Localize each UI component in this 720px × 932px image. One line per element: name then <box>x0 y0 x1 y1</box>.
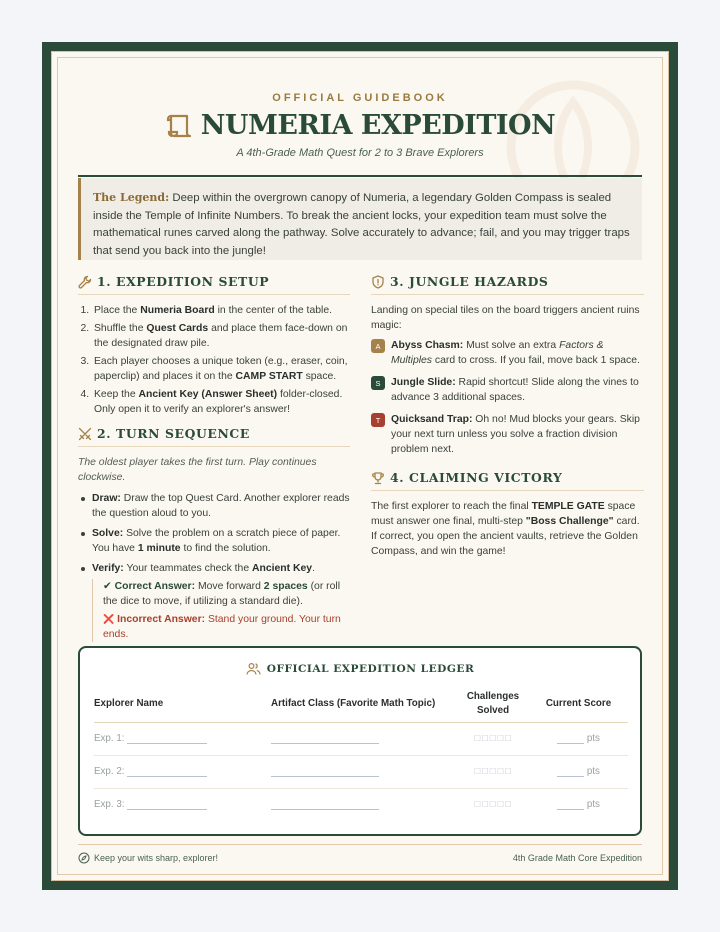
section-turn-header <box>78 426 350 447</box>
name-field[interactable] <box>127 734 207 744</box>
table-row: Exp. 2: ☐☐☐☐☐ pts <box>94 755 628 788</box>
ledger-table <box>94 686 628 821</box>
challenge-boxes[interactable]: ☐☐☐☐☐ <box>473 800 513 810</box>
trophy-icon <box>371 471 385 485</box>
hazard-badge: S <box>371 376 385 390</box>
table-row: Exp. 3: ☐☐☐☐☐ pts <box>94 799 600 811</box>
section-title: 4. CLAIMING VICTORY <box>390 470 563 485</box>
crossed-swords-icon <box>78 427 92 441</box>
setup-steps <box>92 303 350 417</box>
score-field[interactable] <box>557 767 584 777</box>
expedition-ledger <box>78 646 642 836</box>
table-header-row <box>94 686 628 722</box>
guidebook-page <box>51 51 669 881</box>
name-field[interactable] <box>127 767 207 777</box>
section-title: 2. TURN SEQUENCE <box>97 426 250 441</box>
section-setup-header <box>78 274 350 295</box>
page-title: NUMERIA EXPEDITION <box>200 110 556 141</box>
list-item: 3. Each player chooses a unique token (e.g., eraser, coin, paperclip) and places it on the CAMP START space. <box>92 354 350 384</box>
turn-intro: The oldest player takes the first turn. Play continues clockwise. <box>78 457 317 483</box>
hazard-quicksand: T Quicksand Trap: Oh no! Mud blocks your gears. Skip your next turn unless you solve a fraction division problem next. <box>371 412 644 457</box>
topic-field[interactable] <box>271 767 379 777</box>
section-victory-header <box>371 470 644 491</box>
column-header: Explorer Name <box>94 686 271 722</box>
correct-answer-rule: ✔ Correct Answer: Move forward 2 spaces (or roll the dice to move, if utilizing a standard die). <box>103 581 341 607</box>
section-hazards-header <box>371 274 644 295</box>
list-item: 4. Keep the Ancient Key (Answer Sheet) folder-closed. Only open it to verify an explorer's answer! <box>92 387 350 417</box>
section-title: 3. JUNGLE HAZARDS <box>390 274 549 289</box>
turn-steps <box>78 491 350 642</box>
victory-text: The first explorer to reach the final TEMPLE GATE space must answer one final, multi-step "Boss Challenge" card. If correct, you open the ancient vaults, retrieve the Golden Compass, and win the game! <box>371 501 640 557</box>
column-header: Challenges Solved <box>457 686 529 722</box>
footer-left: Keep your wits sharp, explorer! <box>78 852 218 864</box>
ledger-title: OFFICIAL EXPEDITION LEDGER <box>266 663 475 675</box>
list-item: 2. Shuffle the Quest Cards and place them face-down on the designated draw pile. <box>92 321 350 351</box>
legend-box <box>78 178 642 260</box>
column-header: Current Score <box>529 686 628 722</box>
legend-text: Deep within the overgrown canopy of Numeria, a legendary Golden Compass is sealed inside the Temple of Infinite Numbers. To break the ancient locks, your expedition team must solve the mathematical runes carved along the pathway. Solve accurately to advance; fail, and you may trigger traps that send you back into the jungle! <box>93 192 630 257</box>
compass-icon <box>78 852 90 864</box>
overline: OFFICIAL GUIDEBOOK <box>272 92 448 104</box>
wrench-icon <box>78 275 92 289</box>
topic-field[interactable] <box>271 734 379 744</box>
scroll-icon <box>165 113 193 139</box>
footer-right: 4th Grade Math Core Expedition <box>512 853 642 863</box>
list-item: Verify: Your teammates check the Ancient Key. ✔ Correct Answer: Move forward 2 spaces (or roll the dice to move, if utilizing a standard die). ❌ Incorrect Answer: Stand your ground. Your turn ends. <box>78 561 350 642</box>
hazard-slide: S Jungle Slide: Rapid shortcut! Slide along the vines to advance 3 additional spaces. <box>371 375 644 405</box>
column-header: Artifact Class (Favorite Math Topic) <box>271 686 457 722</box>
list-item: 1. Place the Numeria Board in the center of the table. <box>92 303 350 318</box>
cross-icon: ❌ <box>103 614 115 624</box>
list-item: Solve: Solve the problem on a scratch piece of paper. You have 1 minute to find the solution. <box>78 526 350 556</box>
hazard-badge: A <box>371 339 385 353</box>
name-field[interactable] <box>127 800 207 810</box>
hazards-intro: Landing on special tiles on the board triggers ancient ruins magic: <box>371 305 640 331</box>
checkmark-icon: ✔ <box>103 581 112 592</box>
hazard-abyss: A Abyss Chasm: Must solve an extra Factors & Multiples card to cross. If you fail, move back 1 space. <box>371 338 644 368</box>
table-row: Exp. 1: ☐☐☐☐☐ pts <box>94 722 628 755</box>
users-icon <box>246 662 261 676</box>
section-title: 1. EXPEDITION SETUP <box>97 274 270 289</box>
subtitle: A 4th-Grade Math Quest for 2 to 3 Brave Explorers <box>236 147 484 159</box>
challenge-boxes[interactable]: ☐☐☐☐☐ <box>473 767 513 776</box>
topic-field[interactable] <box>271 800 379 810</box>
score-field[interactable] <box>557 800 584 810</box>
legend-label: The Legend: <box>93 191 170 204</box>
challenge-boxes[interactable]: ☐☐☐☐☐ <box>473 734 513 743</box>
score-field[interactable] <box>557 734 584 744</box>
hazard-badge: T <box>371 413 385 427</box>
shield-icon <box>371 275 385 289</box>
incorrect-answer-rule: ❌ Incorrect Answer: Stand your ground. Your turn ends. <box>103 614 341 640</box>
page-frame <box>42 42 678 890</box>
list-item: Draw: Draw the top Quest Card. Another explorer reads the question aloud to you. <box>78 491 350 521</box>
